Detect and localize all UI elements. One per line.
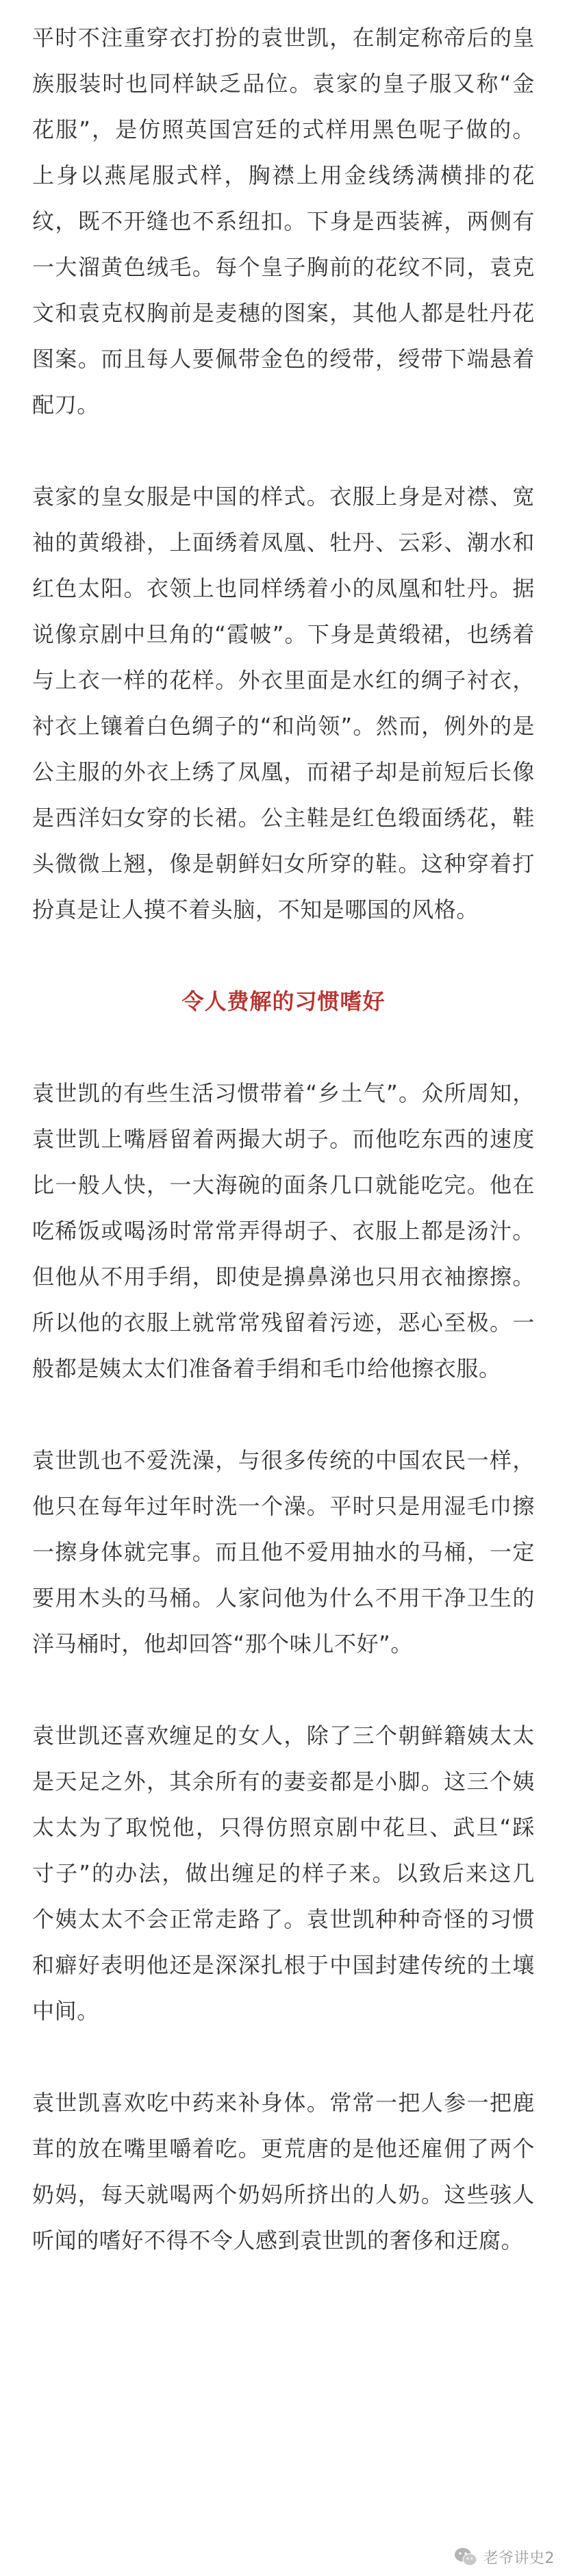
article-body bbox=[32, 15, 535, 2264]
wechat-icon bbox=[453, 2547, 478, 2567]
paragraph-spacer bbox=[32, 2034, 535, 2080]
paragraph-spacer bbox=[32, 1667, 535, 1713]
paragraph-medicine-habits: 袁世凯喜欢吃中药来补身体。常常一把人参一把鹿茸的放在嘴里嚼着吃。更荒唐的是他还雇佣了两个奶妈，每天就喝两个奶妈所挤出的人奶。这些骇人听闻的嗜好不得不令人感到袁世凯的奢侈和迂腐。 bbox=[32, 2090, 535, 2253]
paragraph-bathing-habits: 袁世凯也不爱洗澡，与很多传统的中国农民一样，他只在每年过年时洗一个澡。平时只是用湿毛巾擦一擦身体就完事。而且他不爱用抽水的马桶，一定要用木头的马桶。人家问他为什么不用干净卫生的洋马桶时，他却回答“那个味儿不好”。 bbox=[32, 1447, 535, 1657]
paragraph-spacer bbox=[32, 1392, 535, 1438]
paragraph-spacer bbox=[32, 933, 535, 979]
paragraph-eating-habits: 袁世凯的有些生活习惯带着“乡土气”。众所周知，袁世凯上嘴唇留着两撮大胡子。而他吃东西的速度比一般人快，一大海碗的面条几口就能吃完。他在吃稀饭或喝汤时常常弄得胡子、衣服上都是汤汁。但他从不用手绢，即使是擤鼻涕也只用衣袖擦擦。所以他的衣服上就常常残留着污迹，恶心至极。一般都是姨太太们准备着手绢和毛巾给他擦衣服。 bbox=[32, 1080, 535, 1381]
paragraph-bound-feet: 袁世凯还喜欢缠足的女人，除了三个朝鲜籍姨太太是天足之外，其余所有的妻妾都是小脚。这三个姨太太为了取悦他，只得仿照京剧中花旦、武旦“踩寸子”的办法，做出缠足的样子来。以致后来这几个姨太太不会正常走路了。袁世凯种种奇怪的习惯和癖好表明他还是深深扎根于中国封建传统的土壤中间。 bbox=[32, 1723, 535, 2024]
paragraph-royal-princes-attire: 平时不注重穿衣打扮的袁世凯，在制定称帝后的皇族服装时也同样缺乏品位。袁家的皇子服又称“金花服”，是仿照英国宫廷的式样用黑色呢子做的。上身以燕尾服式样，胸襟上用金线绣满横排的花纹，既不开缝也不系纽扣。下身是西装裤，两侧有一大溜黄色绒毛。每个皇子胸前的花纹不同，袁克文和袁克权胸前是麦穗的图案，其他人都是牡丹花图案。而且每人要佩带金色的绶带，绶带下端悬着配刀。 bbox=[32, 25, 535, 418]
watermark-text: 老爷讲史2 bbox=[483, 2549, 555, 2567]
watermark bbox=[453, 2544, 555, 2569]
paragraph-spacer bbox=[32, 1025, 535, 1071]
paragraph-royal-princesses-attire: 袁家的皇女服是中国的样式。衣服上身是对襟、宽袖的黄缎褂，上面绣着凤凰、牡丹、云彩、潮水和红色太阳。衣领上也同样绣着小的凤凰和牡丹。据说像京剧中旦角的“霞帔”。下身是黄缎裙，也绣着与上衣一样的花样。外衣里面是水红的绸子衬衣，衬衣上镶着白色绸子的“和尚领”。然而，例外的是公主服的外衣上绣了凤凰，而裙子却是前短后长像是西洋妇女穿的长裙。公主鞋是红色缎面绣花，鞋头微微上翘，像是朝鲜妇女所穿的鞋。这种穿着打扮真是让人摸不着头脑，不知是哪国的风格。 bbox=[32, 484, 535, 923]
section-heading: 令人费解的习惯嗜好 bbox=[181, 988, 386, 1014]
paragraph-spacer bbox=[32, 428, 535, 474]
